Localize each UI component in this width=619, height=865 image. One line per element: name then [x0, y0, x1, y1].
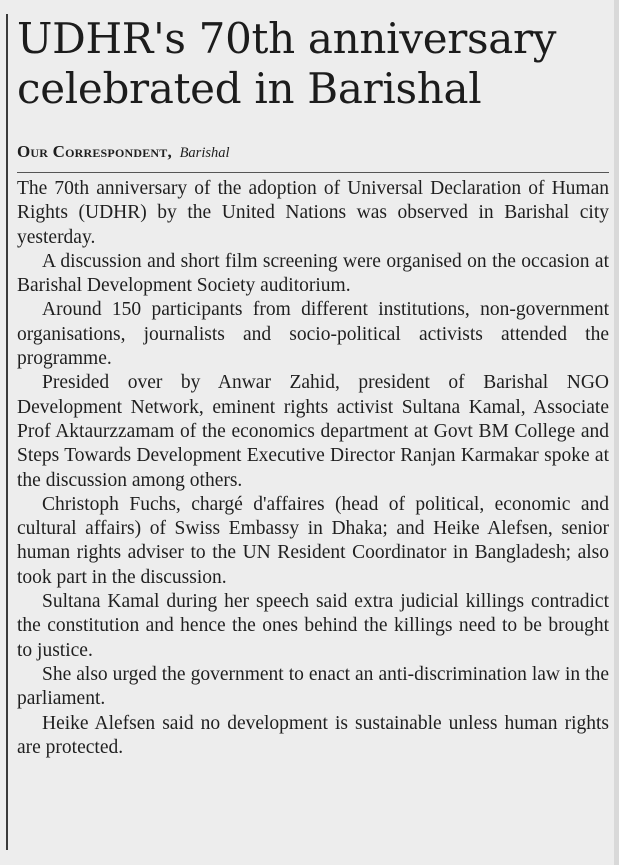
headline: UDHR's 70th anniversary celebrated in Barishal — [17, 14, 557, 113]
paragraph: Presided over by Anwar Zahid, president of Barishal NGO Development Network, eminent rights activist Sultana Kamal, Associate Prof Aktaurzzamam of the economics department at Govt BM College and Steps Towards Development Executive Director Ranjan Karmakar spoke at the discussion among others. — [17, 372, 609, 491]
paragraph: Heike Alefsen said no development is sustainable unless human rights are protected. — [17, 712, 609, 758]
byline-location: Barishal — [179, 145, 230, 161]
paragraph: Sultana Kamal during her speech said extra judicial killings contradict the constitution and hence the ones behind the killings need to be brought to justice. — [17, 591, 609, 661]
paragraph: A discussion and short film screening were organised on the occasion at Barishal Development Society auditorium. — [17, 250, 609, 297]
paragraph: Christoph Fuchs, chargé d'affaires (head of political, economic and cultural affairs) of Swiss Embassy in Dhaka; and Heike Alefsen, senior human rights adviser to the UN Resident Coordinator in Bangladesh; also took part in the discussion. — [17, 493, 609, 588]
paragraph: She also urged the government to enact an anti-discrimination law in the parliament. — [17, 663, 609, 710]
byline-author: Our Correspondent, — [17, 142, 172, 161]
column-rule — [6, 14, 8, 850]
article-body — [17, 177, 609, 760]
byline-divider — [17, 172, 609, 173]
paragraph: The 70th anniversary of the adoption of Universal Declaration of Human Rights (UDHR) by the United Nations was observed in Barishal city yesterday. — [17, 178, 609, 248]
byline — [17, 142, 230, 162]
paragraph: Around 150 participants from different institutions, non-government organisations, journalists and socio-political activists attended the programme. — [17, 299, 609, 370]
page-edge — [614, 0, 619, 865]
